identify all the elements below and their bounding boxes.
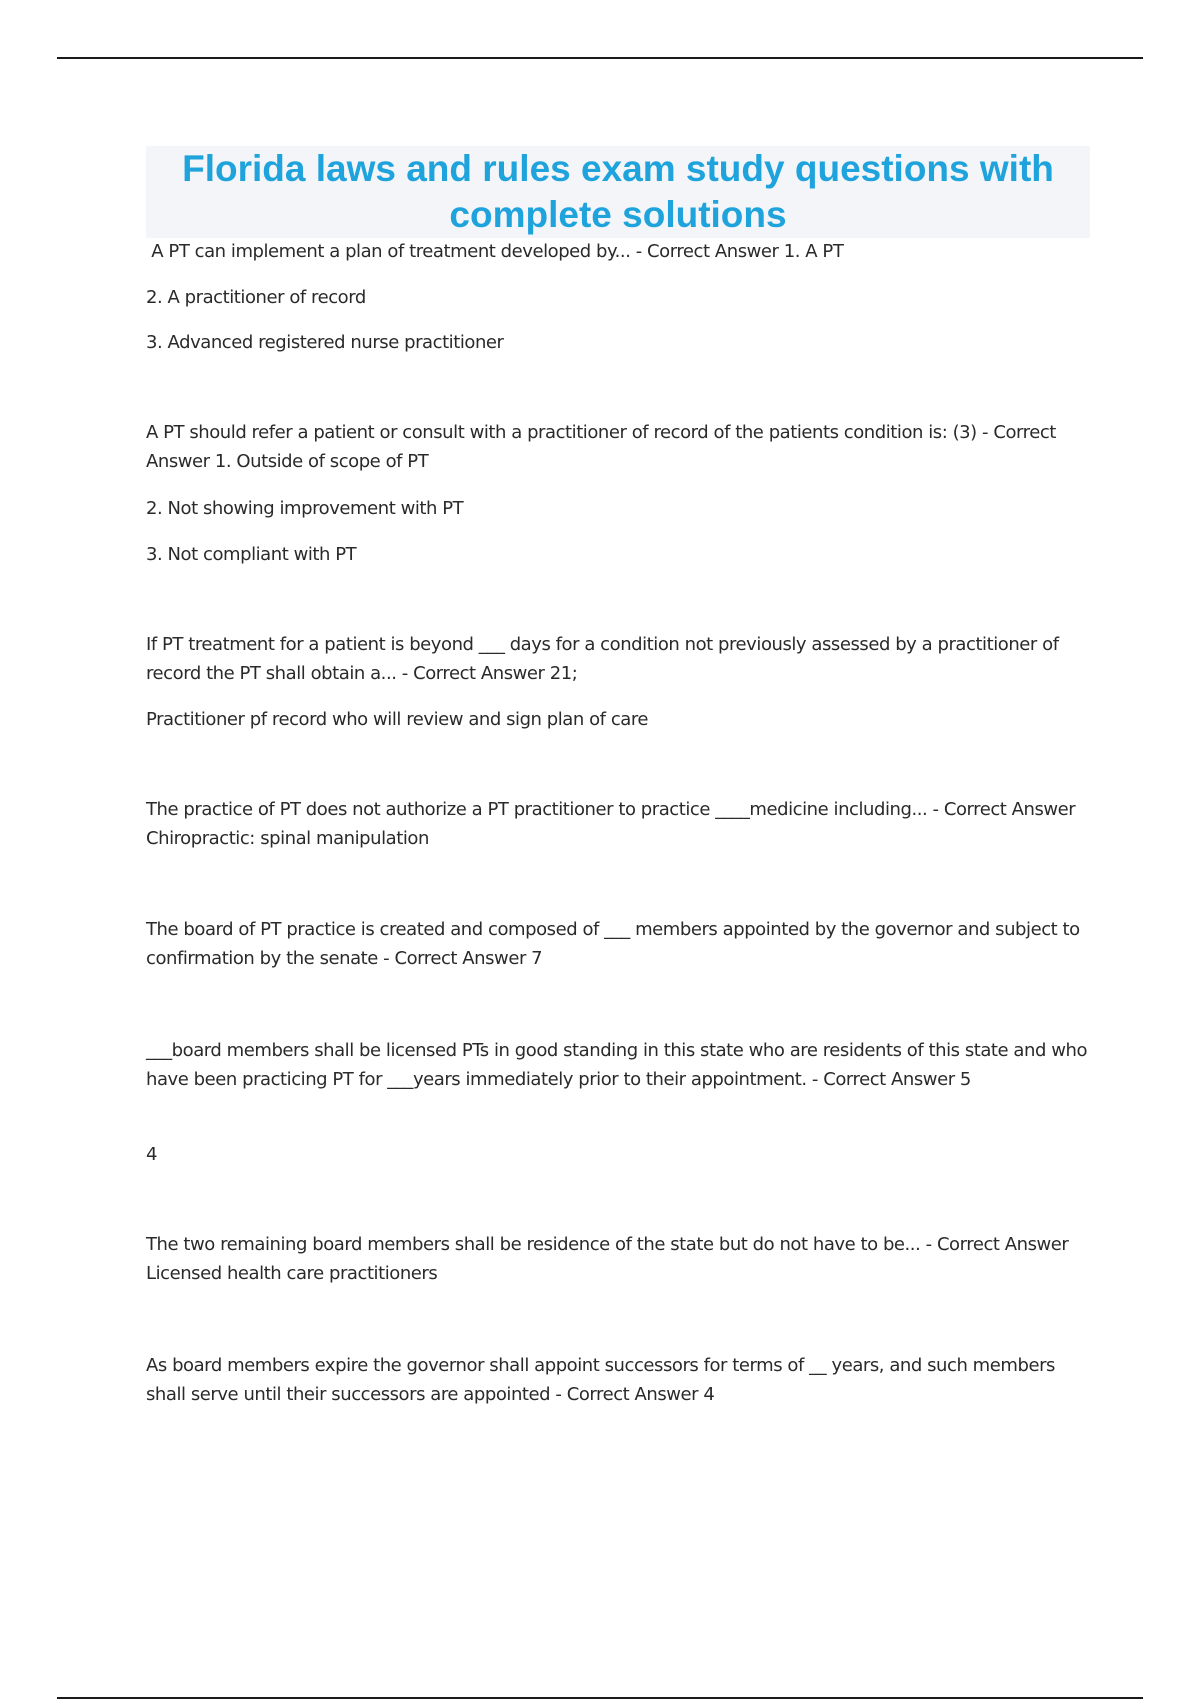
footer-rule xyxy=(57,1697,1143,1699)
question-6: ___board members shall be licensed PTs in good standing in this state who are residents of this state and who have been practicing PT for ___years immediately prior to their appointment. - Correct Answer 5 xyxy=(146,1040,1093,1090)
question-8: As board members expire the governor shall appoint successors for terms of __ years, and such members shall serve until their successors are appointed - Correct Answer 4 xyxy=(146,1355,1061,1405)
question-2-answer-2: 2. Not showing improvement with PT xyxy=(146,498,464,519)
question-5: The board of PT practice is created and composed of ___ members appointed by the governor and subject to confirmation by the senate - Correct Answer 7 xyxy=(146,919,1085,969)
question-2-answer-3: 3. Not compliant with PT xyxy=(146,544,357,565)
header-rule xyxy=(57,57,1143,59)
question-1-answer-3: 3. Advanced registered nurse practitioner xyxy=(146,332,504,353)
title-banner xyxy=(146,146,1090,238)
question-1-answer-2: 2. A practitioner of record xyxy=(146,287,366,308)
question-3-answer-2: Practitioner pf record who will review and sign plan of care xyxy=(146,709,649,730)
document-title: Florida laws and rules exam study questions with complete solutions xyxy=(182,148,1054,235)
question-3: If PT treatment for a patient is beyond ___ days for a condition not previously assessed by a practitioner of record the PT shall obtain a... - Correct Answer 21; xyxy=(146,634,1064,684)
question-4: The practice of PT does not authorize a PT practitioner to practice ____medicine including... - Correct Answer Chiropractic: spinal manipulation xyxy=(146,799,1081,849)
question-1: A PT can implement a plan of treatment developed by... - Correct Answer 1. A PT xyxy=(146,241,844,262)
question-6-answer-2: 4 xyxy=(146,1144,158,1165)
question-7: The two remaining board members shall be residence of the state but do not have to be... - Correct Answer Licensed health care practitioners xyxy=(146,1234,1074,1284)
question-2: A PT should refer a patient or consult with a practitioner of record of the patients condition is: (3) - Correct Answer 1. Outside of scope of PT xyxy=(146,422,1062,472)
